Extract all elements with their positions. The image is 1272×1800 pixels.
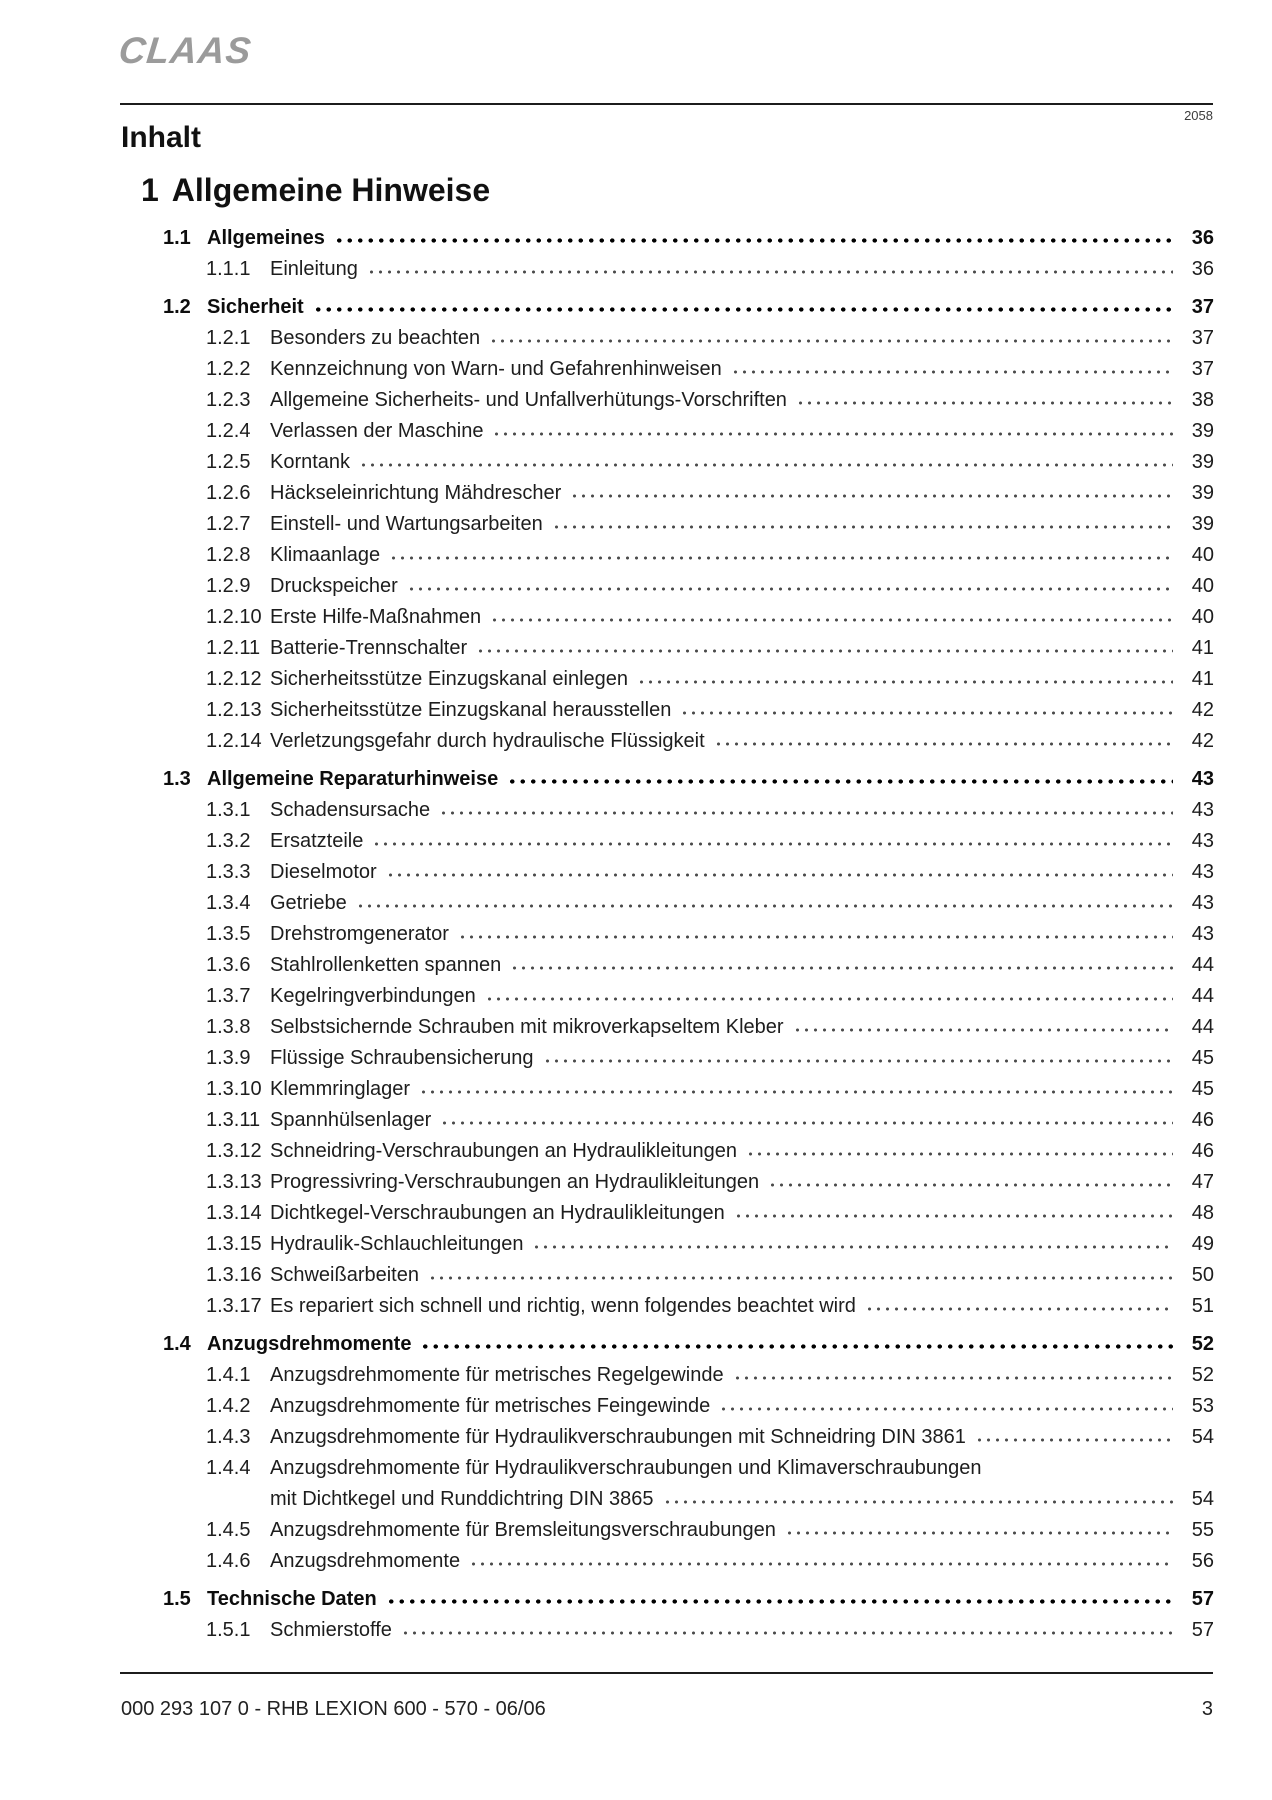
toc-entry-number: 1.4	[163, 1333, 191, 1355]
toc-entry-page: 48	[1191, 1202, 1214, 1224]
toc-entry	[120, 509, 1214, 540]
toc-entry-page: 46	[1191, 1140, 1214, 1162]
toc-entry	[120, 1229, 1214, 1260]
toc-entry	[120, 1360, 1214, 1391]
footer-rule	[120, 1672, 1213, 1674]
toc-entry-page: 46	[1191, 1109, 1214, 1131]
toc-entry-label: Allgemeine Reparaturhinweise	[207, 768, 499, 790]
toc-entry-page: 37	[1191, 358, 1214, 380]
toc-entry-page: 51	[1191, 1295, 1214, 1317]
toc-entry	[120, 1260, 1214, 1291]
toc-entry-label: Sicherheitsstütze Einzugskanal einlegen	[270, 668, 628, 690]
toc-leader-dots	[719, 1396, 1173, 1412]
toc-entry-label: Sicherheit	[207, 296, 304, 318]
toc-leader-dots	[359, 452, 1173, 468]
toc-entry-label: Batterie-Trennschalter	[270, 637, 468, 659]
toc-entry-number: 1.3.13	[206, 1171, 262, 1193]
toc-entry-number: 1.2.10	[206, 606, 262, 628]
toc-entry-label: Spannhülsenlager	[270, 1109, 432, 1131]
toc-entry-page: 39	[1191, 482, 1214, 504]
toc-entry-label: Schweißarbeiten	[270, 1264, 419, 1286]
toc-leader-dots	[552, 514, 1173, 530]
toc-entry-number: 1.4.2	[206, 1395, 251, 1417]
toc-entry	[120, 981, 1214, 1012]
toc-entry-number: 1.2.13	[206, 699, 262, 721]
toc-entry-page: 53	[1191, 1395, 1214, 1417]
toc-entry-label: Häckseleinrichtung Mähdrescher	[270, 482, 562, 504]
toc-leader-dots	[663, 1489, 1173, 1505]
toc-entry-label: Anzugsdrehmomente für metrisches Regelgewinde	[270, 1364, 724, 1386]
toc-leader-dots	[637, 669, 1173, 685]
toc-entry-label: Selbstsichernde Schrauben mit mikroverkapseltem Kleber	[270, 1016, 784, 1038]
toc-leader-dots	[734, 1203, 1173, 1219]
toc-entry	[120, 1584, 1214, 1615]
toc-entry-number: 1.3.1	[206, 799, 251, 821]
toc-leader-dots	[356, 893, 1173, 909]
toc-entry-number: 1.4.4	[206, 1457, 251, 1479]
toc-leader-dots	[865, 1296, 1173, 1312]
toc-entry-page: 43	[1191, 830, 1214, 852]
toc-leader-dots	[439, 800, 1173, 816]
toc-entry-label: Kegelringverbindungen	[270, 985, 476, 1007]
toc-entry-page: 43	[1191, 799, 1214, 821]
toc-entry	[120, 323, 1214, 354]
toc-entry-label: Anzugsdrehmomente für metrisches Feingewinde	[270, 1395, 711, 1417]
toc-entry-number: 1.3.8	[206, 1016, 251, 1038]
toc-leader-dots	[428, 1265, 1173, 1281]
toc-entry	[120, 292, 1214, 323]
toc-entry-number: 1.1	[163, 227, 191, 249]
toc-leader-dots	[570, 483, 1173, 499]
toc-entry-number: 1.3.9	[206, 1047, 251, 1069]
chapter-number: 1	[141, 172, 159, 208]
toc-entry-page: 37	[1191, 296, 1214, 318]
toc-leader-dots	[313, 297, 1173, 313]
toc-entry-page: 43	[1191, 923, 1214, 945]
toc-entry-label: Ersatzteile	[270, 830, 364, 852]
toc-entry-page: 44	[1191, 954, 1214, 976]
toc-entry-page: 42	[1191, 730, 1214, 752]
toc-entry-number: 1.2.3	[206, 389, 251, 411]
toc-entry-label: Progressivring-Verschraubungen an Hydraulikleitungen	[270, 1171, 760, 1193]
toc-entry-number: 1.2.4	[206, 420, 251, 442]
toc-entry-number: 1.3.7	[206, 985, 251, 1007]
toc-leader-dots	[407, 576, 1173, 592]
toc-entry	[120, 1615, 1214, 1646]
toc-entry-label: Stahlrollenketten spannen	[270, 954, 502, 976]
toc-entry	[120, 1198, 1214, 1229]
toc-leader-dots	[746, 1141, 1173, 1157]
toc-entry-page: 45	[1191, 1078, 1214, 1100]
toc-entry-number: 1.5.1	[206, 1619, 251, 1641]
toc-entry-number: 1.3.4	[206, 892, 251, 914]
toc-entry	[120, 726, 1214, 757]
toc-leader-dots	[768, 1172, 1173, 1188]
toc-entry-page: 54	[1191, 1426, 1214, 1448]
toc-entry-page: 40	[1191, 575, 1214, 597]
toc-entry-page: 42	[1191, 699, 1214, 721]
toc-entry	[120, 602, 1214, 633]
toc-entry	[120, 223, 1214, 254]
toc-entry	[120, 695, 1214, 726]
toc-entry-page: 52	[1191, 1333, 1214, 1355]
toc-entry-page: 57	[1191, 1619, 1214, 1641]
toc-entry-label: Kennzeichnung von Warn- und Gefahrenhinweisen	[270, 358, 722, 380]
toc-entry-number: 1.3	[163, 768, 191, 790]
toc-leader-dots	[420, 1334, 1173, 1350]
toc-entry-label: Einleitung	[270, 258, 358, 280]
toc-entry-number: 1.2.2	[206, 358, 251, 380]
toc-leader-dots	[419, 1079, 1173, 1095]
chapter-heading	[120, 172, 1214, 209]
toc-entry-number: 1.2.1	[206, 327, 251, 349]
toc-entry-label: Technische Daten	[207, 1588, 377, 1610]
toc-entry-number: 1.3.6	[206, 954, 251, 976]
toc-entry-label: Anzugsdrehmomente für Hydraulikverschraubungen und Klimaverschraubungen	[270, 1457, 982, 1479]
toc-entry-number: 1.3.14	[206, 1202, 262, 1224]
toc-leader-dots	[543, 1048, 1174, 1064]
toc-entry-label: Anzugsdrehmomente	[270, 1550, 461, 1572]
toc-entry-page: 39	[1191, 451, 1214, 473]
toc-entry	[120, 795, 1214, 826]
toc-leader-dots	[733, 1365, 1173, 1381]
toc-leader-dots	[796, 390, 1173, 406]
doc-number: 2058	[1184, 108, 1213, 123]
toc-entry-number: 1.3.11	[206, 1109, 261, 1131]
toc-entry-label: Anzugsdrehmomente für Hydraulikverschraubungen mit Schneidring DIN 3861	[270, 1426, 966, 1448]
toc-entry	[120, 385, 1214, 416]
toc-entry-label: Allgemeine Sicherheits- und Unfallverhütungs-Vorschriften	[270, 389, 787, 411]
toc-entry-label: Flüssige Schraubensicherung	[270, 1047, 534, 1069]
claas-logo: CLAAS	[116, 30, 254, 71]
toc-leader-dots	[367, 259, 1173, 275]
toc-entry	[120, 354, 1214, 385]
toc-entry-page: 52	[1191, 1364, 1214, 1386]
toc-entry-number: 1.1.1	[206, 258, 251, 280]
toc-entry-number: 1.3.17	[206, 1295, 262, 1317]
toc-entry-page: 36	[1191, 258, 1214, 280]
toc-leader-dots	[469, 1551, 1173, 1567]
toc-entry	[120, 1453, 1214, 1484]
toc-entry	[120, 1136, 1214, 1167]
toc-entry-label: Verlassen der Maschine	[270, 420, 484, 442]
toc-entry-page: 47	[1191, 1171, 1214, 1193]
toc-entry	[120, 826, 1214, 857]
toc-entry	[120, 857, 1214, 888]
toc-entry-label: Dichtkegel-Verschraubungen an Hydraulikleitungen	[270, 1202, 725, 1224]
toc-entry	[120, 478, 1214, 509]
toc-entry-label: Es repariert sich schnell und richtig, wenn folgendes beachtet wird	[270, 1295, 856, 1317]
toc-entry-label: Klemmringlager	[270, 1078, 411, 1100]
toc-entries	[120, 223, 1214, 1646]
toc-entry	[120, 1291, 1214, 1322]
toc-entry-label: Getriebe	[270, 892, 347, 914]
footer-page-number: 3	[1201, 1698, 1213, 1720]
toc-leader-dots	[401, 1620, 1173, 1636]
toc-entry	[120, 1012, 1214, 1043]
toc-entry	[120, 919, 1214, 950]
toc-entry-page: 54	[1191, 1488, 1214, 1510]
toc-entry-page: 43	[1191, 892, 1214, 914]
toc-leader-dots	[507, 769, 1173, 785]
toc-leader-dots	[386, 862, 1173, 878]
page-title: Inhalt	[121, 121, 201, 154]
toc-entry-number: 1.3.2	[206, 830, 251, 852]
toc-leader-dots	[490, 607, 1173, 623]
toc-entry-page: 56	[1191, 1550, 1214, 1572]
toc-leader-dots	[991, 1458, 1173, 1474]
toc-entry-number: 1.2.9	[206, 575, 251, 597]
toc-entry-page: 43	[1191, 861, 1214, 883]
toc-entry	[120, 1484, 1214, 1515]
toc-entry-label: Drehstromgenerator	[270, 923, 449, 945]
toc-leader-dots	[532, 1234, 1173, 1250]
toc-entry-number: 1.4.3	[206, 1426, 251, 1448]
toc-leader-dots	[489, 328, 1173, 344]
toc-entry-label: Korntank	[270, 451, 351, 473]
toc-entry	[120, 664, 1214, 695]
toc-entry-page: 38	[1191, 389, 1214, 411]
toc-entry-number: 1.2.5	[206, 451, 251, 473]
toc-entry	[120, 764, 1214, 795]
footer-doc-reference: 000 293 107 0 - RHB LEXION 600 - 570 - 06/06	[121, 1698, 546, 1720]
toc-entry-page: 41	[1191, 637, 1214, 659]
toc-leader-dots	[440, 1110, 1173, 1126]
toc-entry-number: 1.5	[163, 1588, 191, 1610]
toc-leader-dots	[334, 228, 1173, 244]
toc-entry-number: 1.2.8	[206, 544, 251, 566]
toc-leader-dots	[492, 421, 1173, 437]
toc-entry-page: 45	[1191, 1047, 1214, 1069]
toc-entry-number: 1.3.5	[206, 923, 251, 945]
toc-entry-label: Schneidring-Verschraubungen an Hydraulikleitungen	[270, 1140, 737, 1162]
toc-entry	[120, 571, 1214, 602]
toc-entry-label: Allgemeines	[207, 227, 325, 249]
toc-entry-page: 44	[1191, 1016, 1214, 1038]
toc-entry-page: 40	[1191, 544, 1214, 566]
toc-leader-dots	[510, 955, 1173, 971]
toc-entry-number: 1.2	[163, 296, 191, 318]
toc-entry-label: Einstell- und Wartungsarbeiten	[270, 513, 543, 535]
table-of-contents	[120, 172, 1214, 1646]
toc-leader-dots	[731, 359, 1173, 375]
toc-entry	[120, 633, 1214, 664]
toc-entry	[120, 1105, 1214, 1136]
toc-entry-label: Schmierstoffe	[270, 1619, 392, 1641]
toc-entry-page: 44	[1191, 985, 1214, 1007]
toc-entry-number: 1.3.10	[206, 1078, 262, 1100]
toc-entry	[120, 1391, 1214, 1422]
toc-entry-label: Dieselmotor	[270, 861, 377, 883]
toc-entry-page: 57	[1191, 1588, 1214, 1610]
toc-entry-number: 1.4.5	[206, 1519, 251, 1541]
toc-entry-number: 1.3.3	[206, 861, 251, 883]
toc-entry	[120, 416, 1214, 447]
toc-entry-page: 55	[1191, 1519, 1214, 1541]
toc-entry-number: 1.3.16	[206, 1264, 262, 1286]
toc-entry-number: 1.2.12	[206, 668, 262, 690]
toc-entry-label: Anzugsdrehmomente für Bremsleitungsverschraubungen	[270, 1519, 776, 1541]
toc-leader-dots	[975, 1427, 1173, 1443]
toc-entry-label: Sicherheitsstütze Einzugskanal herausstellen	[270, 699, 672, 721]
toc-entry	[120, 1546, 1214, 1577]
toc-entry	[120, 1422, 1214, 1453]
toc-leader-dots	[386, 1589, 1173, 1605]
toc-entry-number: 1.2.14	[206, 730, 262, 752]
toc-entry-label: Druckspeicher	[270, 575, 398, 597]
toc-leader-dots	[389, 545, 1173, 561]
toc-entry	[120, 540, 1214, 571]
toc-entry	[120, 1167, 1214, 1198]
toc-entry	[120, 254, 1214, 285]
toc-entry-page: 50	[1191, 1264, 1214, 1286]
toc-entry-number: 1.4.1	[206, 1364, 251, 1386]
toc-entry-label: Erste Hilfe-Maßnahmen	[270, 606, 482, 628]
toc-entry-page: 41	[1191, 668, 1214, 690]
toc-entry	[120, 1074, 1214, 1105]
toc-leader-dots	[793, 1017, 1173, 1033]
toc-entry	[120, 1329, 1214, 1360]
toc-entry-number: 1.3.12	[206, 1140, 262, 1162]
toc-entry	[120, 950, 1214, 981]
header-rule	[120, 103, 1213, 105]
toc-entry	[120, 888, 1214, 919]
toc-leader-dots	[476, 638, 1173, 654]
toc-entry-number: 1.4.6	[206, 1550, 251, 1572]
toc-entry-page: 39	[1191, 513, 1214, 535]
toc-leader-dots	[485, 986, 1173, 1002]
toc-entry	[120, 1043, 1214, 1074]
toc-entry-label: Anzugsdrehmomente	[207, 1333, 412, 1355]
toc-entry	[120, 1515, 1214, 1546]
toc-leader-dots	[785, 1520, 1173, 1536]
toc-leader-dots	[714, 731, 1173, 747]
toc-entry-number: 1.3.15	[206, 1233, 262, 1255]
toc-leader-dots	[680, 700, 1173, 716]
toc-entry	[120, 447, 1214, 478]
toc-entry-number: 1.2.6	[206, 482, 251, 504]
toc-entry-number: 1.2.7	[206, 513, 251, 535]
toc-leader-dots	[458, 924, 1173, 940]
toc-entry-page: 37	[1191, 327, 1214, 349]
toc-entry-label: Klimaanlage	[270, 544, 381, 566]
toc-entry-number: 1.2.11	[206, 637, 261, 659]
toc-entry-label: mit Dichtkegel und Runddichtring DIN 3865	[270, 1488, 654, 1510]
toc-entry-page: 36	[1191, 227, 1214, 249]
toc-leader-dots	[372, 831, 1173, 847]
toc-entry-label: Verletzungsgefahr durch hydraulische Flüssigkeit	[270, 730, 705, 752]
toc-entry-page: 39	[1191, 420, 1214, 442]
toc-entry-label: Besonders zu beachten	[270, 327, 481, 349]
toc-entry-label: Hydraulik-Schlauchleitungen	[270, 1233, 524, 1255]
toc-entry-page: 49	[1191, 1233, 1214, 1255]
toc-entry-page: 43	[1191, 768, 1214, 790]
toc-entry-label: Schadensursache	[270, 799, 431, 821]
toc-entry-page: 40	[1191, 606, 1214, 628]
chapter-title: Allgemeine Hinweise	[171, 172, 491, 208]
